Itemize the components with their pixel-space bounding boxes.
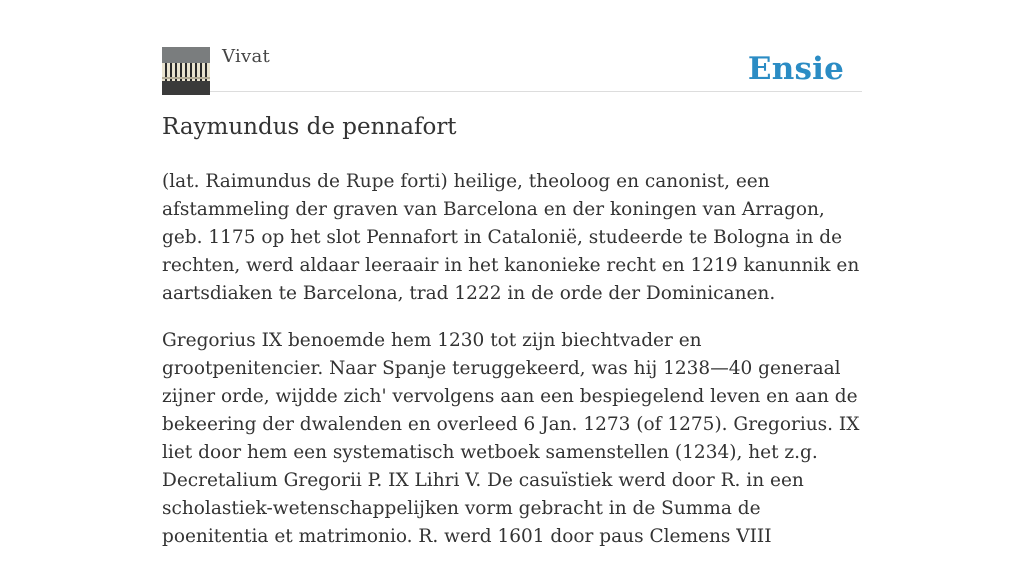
article-body: [162, 168, 862, 570]
piano-keys-icon: [162, 47, 210, 95]
page-header: [162, 46, 862, 92]
paragraph: Gregorius IX benoemde hem 1230 tot zijn biechtvader en grootpenitencier. Naar Spanje teruggekeerd, was hij 1238—40 generaal zijner orde, wijdde zich' vervolgens aan een bespiegelend leven en aan de bekeering der dwalenden en overleed 6 Jan. 1273 (of 1275). Gregorius. IX liet door hem een systematisch wetboek samenstellen (1234), het z.g. Decretalium Gregorii P. IX Lihri V. De casuïstiek werd door R. in een scholastiek-wetenschappelijken vorm gebracht in de Summa de poenitentia et matrimonio. R. werd 1601 door paus Clemens VIII: [162, 330, 860, 547]
username-link[interactable]: Vivat: [222, 46, 271, 67]
article-title: Raymundus de pennafort: [162, 114, 457, 140]
brand-logo[interactable]: Ensie: [747, 51, 844, 87]
user-avatar[interactable]: [162, 47, 210, 95]
paragraph: (lat. Raimundus de Rupe forti) heilige, theoloog en canonist, een afstammeling der graven van Barcelona en der koningen van Arragon, geb. 1175 op het slot Pennafort in Catalonië, studeerde te Bologna in de rechten, werd aldaar leeraair in het kanonieke recht en 1219 kanunnik en aartsdiaken te Barcelona, trad 1222 in de orde der Dominicanen.: [162, 171, 860, 304]
